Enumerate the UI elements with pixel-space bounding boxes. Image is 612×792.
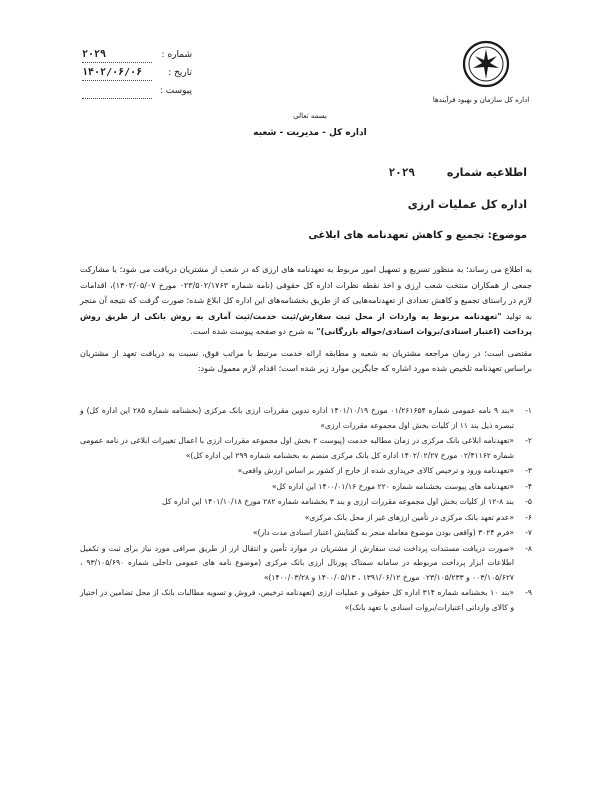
number-label: شماره :	[161, 50, 192, 60]
date-value: ۱۴۰۲/۰۶/۰۶	[82, 67, 143, 78]
list-item-number: ۶-	[525, 512, 532, 522]
paragraph-intro-part1: به اطلاع می رساند؛ به منظور تسریع و تسهیل امور مربوط به تعهدنامه های ارزی که در شعب از مشتریان دریافت می شود؛ با مشارکت جمعی از همکاران منتخب شعب ارزی و اخذ نقطه نظرات اداره کل حقوقی (نامه شماره ۰۲۳/۵۰۲/۱۷۶۳ مورخ ۱۴۰۲/۰۵/۰۷)، اقدامات لازم در راستای تجمیع و کاهش تعدادی از تعهدنامه‌هایی که از طریق بخشنامه‌های این اداره کل ابلاغ شده؛ صورت گرفت که نتیجه آن منجر به تولید	[80, 265, 533, 321]
list-item	[80, 495, 532, 510]
list-item-text: «عدم تعهد بانک مرکزی در تأمین ارزهای غیر از محل بانک مرکزی»	[304, 512, 514, 522]
paragraph-intro-part2: به شرح دو صفحه پیوست شده است.	[190, 327, 314, 336]
number-value: ۲۰۲۹	[82, 49, 107, 60]
list-item-number: ۸-	[525, 543, 532, 553]
notice-title-text: اطلاعیه شماره	[446, 166, 527, 179]
list-item-text: «تعهدنامه ورود و ترخیص کالای خریداری شده از خارج از کشور بر اساس ارزش واقعی»	[237, 466, 514, 475]
list-item	[80, 542, 532, 586]
subject-line: موضوع: تجمیع و کاهش تعهدنامه های ابلاغی	[308, 230, 527, 241]
letter-meta	[82, 46, 192, 100]
list-item-number: ۷-	[525, 528, 532, 537]
list-item	[80, 526, 532, 541]
paragraph-intro	[80, 262, 532, 340]
list-item	[80, 511, 532, 526]
paragraph-instruction: مقتضی است؛ در زمان مراجعه مشتریان به شعبه و مطابقه ارائه خدمت مرتبط با مراتب فوق، نسبت به دریافت تعهد از مشتریان براساس تعهدنامه تلخیص شده مورد اشاره که جایگزین موارد زیر شده است؛ اقدام لازم معمول شود:	[80, 348, 532, 373]
notice-number: ۲۰۲۹	[388, 166, 416, 179]
attachment-label: پیوست :	[159, 86, 192, 96]
list-item	[80, 464, 532, 479]
date-label: تاریخ :	[168, 68, 192, 78]
list-item-text: «صورت دریافت مستندات پرداخت ثبت سفارش از مشتریان در موارد تأمین و انتقال ارز از طریق صرافی مورد نیاز برای ثبت و تکمیل اطلاعات ابزار پرداخت مربوطه در سامانه سمتاک پورتال ارزی بانک مرکزی (موضوع نامه های عمومی داخلی شماره ۹۳/۱۰۵/۶۹۰ ، ۰۰۳/۱۰۵/۶۲۷ و ۰۲۳/۱۰۵/۲۳۳ مورخ ۱۳۹۱/۰۶/۱۲ ، ۱۴۰۰/۰۵/۱۳ و ۱۴۰۰/۰۳/۲۸)»	[80, 543, 515, 582]
body-text	[80, 262, 532, 383]
organization-name: اداره کل سازمان و بهبود فرآیندها	[432, 96, 530, 104]
replaced-items-list	[80, 404, 532, 616]
bismillah: بسمه تعالی	[293, 112, 327, 120]
list-item	[80, 404, 532, 433]
list-item	[80, 586, 532, 615]
list-item-number: ۲-	[525, 436, 532, 445]
date-underline	[82, 80, 152, 81]
list-item-number: ۵-	[525, 497, 532, 506]
list-item	[80, 434, 532, 463]
bank-logo-icon	[462, 40, 510, 88]
paragraph-intro-bold: "تعهدنامه مربوط به واردات از محل ثبت سفارش/ثبت خدمت/ثبت آماری به روش بانکی از طریق روش پرداخت (اعتبار اسنادی/بروات اسنادی/حواله بازرگانی)"	[80, 311, 532, 336]
attachment-underline	[82, 98, 152, 99]
list-item-text: بند ۸-۱۲ از کلیات بخش اول مجموعه مقررات ارزی و بند ۳ بخشنامه شماره ۲۸۲ مورخ ۱۴۰۱/۱۰/۱۸ این اداره کل	[162, 497, 514, 506]
list-item-text: «بند ۱۰ بخشنامه شماره ۳۱۴ اداره کل حقوقی و عملیات ارزی (تعهدنامه ترخیص، فروش و تسویه مطالبات بانک از محل تضامین در اختیار و کالای وارداتی اعتبارات/بروات اسنادی با تعهد بانک)»	[80, 588, 515, 612]
list-item-text: «تعهدنامه های پیوست بخشنامه شماره ۲۲۰ مورخ ۱۴۰۰/۰۱/۱۶ این اداره کل»	[271, 481, 514, 491]
list-item-text: «تعهدنامه ابلاغی بانک مرکزی در زمان مطالبه خدمت (پیوست ۲ بخش اول مجموعه مقررات ارزی با اعمال تغییرات ابلاغی در نامه عمومی شماره ۰۲/۴۱۱۶۲ مورخ ۱۴۰۲/۰۲/۲۷ اداره کل بانک مرکزی منضم به بخشنامه شماره ۲۹۹ این اداره کل)»	[80, 436, 515, 460]
list-item-number: ۱-	[525, 406, 532, 415]
number-underline	[82, 62, 152, 63]
list-item-number: ۹-	[525, 588, 532, 597]
department-line: اداره کل - مدیریت - شعبه	[253, 128, 367, 138]
list-item-number: ۴-	[525, 481, 532, 491]
list-item	[80, 480, 532, 495]
notice-title	[389, 166, 527, 179]
addressee: اداره کل عملیات ارزی	[407, 198, 527, 211]
list-item-text: «بند ۹ نامه عمومی شماره ۰۱/۲۶۱۶۵۴ مورخ ۱۴۰۱/۱۰/۱۹ اداره تدوین مقررات ارزی بانک مرکزی (بخشنامه شماره ۲۸۵ این اداره کل) و تبصره ذیل بند ۱۱ از کلیات بخش اول مجموعه مقررات ارزی»	[80, 406, 514, 430]
list-item-number: ۳-	[525, 466, 532, 475]
list-item-text: «فرم ۳۰۲۴ (واقعی بودن موضوع معامله منجر به گشایش اعتبار اسنادی مدت دار)»	[252, 528, 514, 537]
